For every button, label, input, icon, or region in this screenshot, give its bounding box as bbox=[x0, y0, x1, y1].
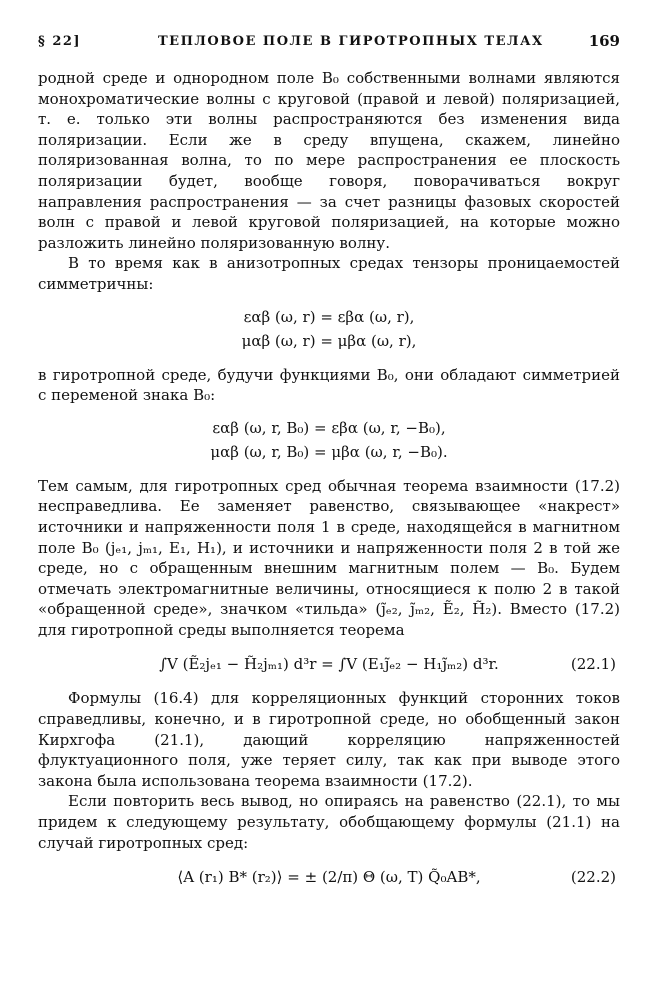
running-title: ТЕПЛОВОЕ ПОЛЕ В ГИРОТРОПНЫХ ТЕЛАХ bbox=[158, 34, 544, 49]
equation-22-2-number: (22.2) bbox=[570, 868, 616, 887]
paragraph-3: в гиротропной среде, будучи функциями B₀, они обладают симметрией с переменой знака B₀: bbox=[38, 365, 620, 405]
equation-22-2 bbox=[38, 863, 620, 891]
page-number: 169 bbox=[588, 32, 620, 50]
paragraph-4: Тем самым, для гиротропных сред обычная теорема взаимности (17.2) несправедлива. Ее заменяет равенство, связывающее «накрест» источники и напряженности поля 1 в среде, находящейся в магнитном поле B₀ (jₑ₁, jₘ₁, E₁, H₁), и источники и напряженности поля 2 в той же среде, но с обращенным внешним магнитным полем — B₀. Будем отмечать электромагнитные величины, относящиеся к полю 2 в такой «обращенной среде», значком «тильда» (j̃ₑ₂, j̃ₘ₂, Ẽ₂, H̃₂). Вместо (17.2) для гиротропной среды выполняется теорема bbox=[38, 476, 620, 639]
equation-mu-symmetric: μαβ (ω, r) = μβα (ω, r), bbox=[241, 331, 417, 350]
paragraph-6: Если повторить весь вывод, но опираясь на равенство (22.1), то мы придем к следующему результату, обобщающему формулы (21.1) на случай гиротропных сред: bbox=[38, 792, 620, 852]
equation-22-1-body: ∫V (Ẽ₂jₑ₁ − H̃₂jₘ₁) d³r = ∫V (E₁j̃ₑ₂ − H₁j̃ₘ₂) d³r. bbox=[159, 655, 499, 674]
equation-22-1-number: (22.1) bbox=[570, 655, 616, 674]
gyrotropic-equations bbox=[38, 416, 620, 464]
paragraph-1: родной среде и однородном поле B₀ собственными волнами являются монохроматические волны с круговой (правой и левой) поляризацией, т. е. только эти волны распространяются без изменения вида поляризации. Если же в среду впущена, скажем, линейно поляризованная волна, то по мере распространения ее плоскость поляризации будет, вообще говоря, поворачиваться вокруг направления распространения — за счет разницы фазовых скоростей волн с правой и левой круговой поляризацией, на которые можно разложить линейно поляризованную волну. bbox=[38, 69, 620, 252]
equation-epsilon-gyrotropic: εαβ (ω, r, B₀) = εβα (ω, r, −B₀), bbox=[212, 418, 446, 437]
equation-22-2-body: ⟨A (r₁) B* (r₂)⟩ = ± (2/π) Θ (ω, T) Q̃₀AB*, bbox=[177, 868, 481, 887]
equation-epsilon-symmetric: εαβ (ω, r) = εβα (ω, r), bbox=[243, 307, 415, 326]
equation-22-1 bbox=[38, 650, 620, 678]
running-header bbox=[38, 28, 620, 68]
symmetry-equations bbox=[38, 305, 620, 353]
section-reference: § 22] bbox=[38, 34, 82, 49]
paragraph-5: Формулы (16.4) для корреляционных функций сторонних токов справедливы, конечно, и в гиротропной среде, но обобщенный закон Кирхгофа (21.1), дающий корреляцию напряженностей флуктуационного поля, уже теряет силу, так как при выводе этого закона была использована теорема взаимности (17.2). bbox=[38, 689, 620, 790]
paragraph-2: В то время как в анизотропных средах тензоры проницаемостей симметричны: bbox=[38, 254, 620, 293]
equation-mu-gyrotropic: μαβ (ω, r, B₀) = μβα (ω, r, −B₀). bbox=[210, 442, 448, 461]
